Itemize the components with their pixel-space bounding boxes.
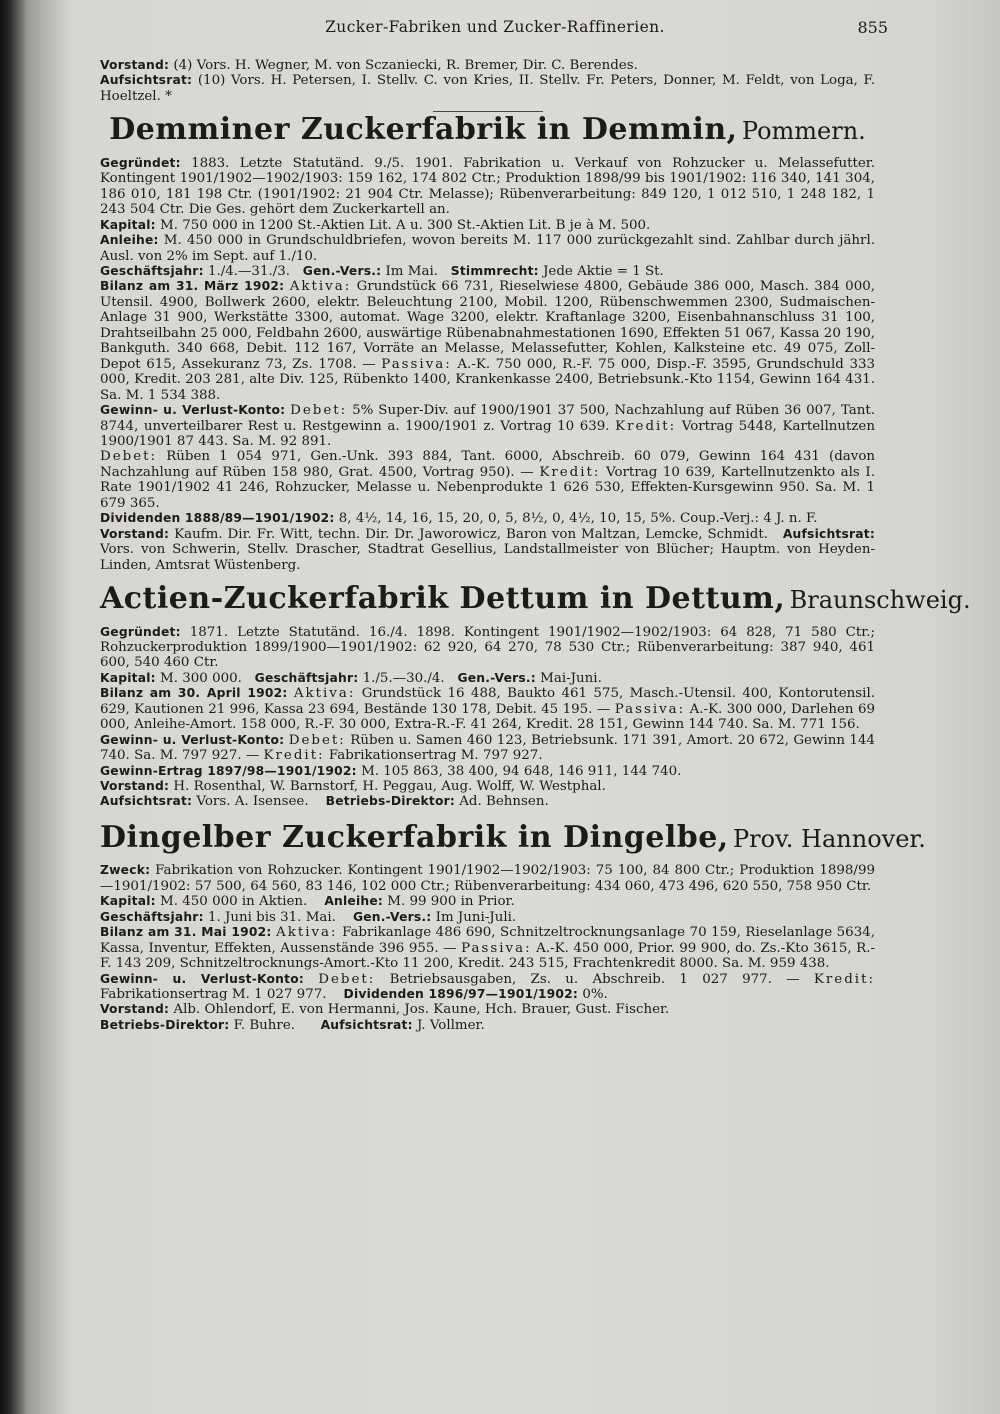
dividenden: Dividenden 1888/89—1901/1902: 8, 4½, 14, 16, 15, 20, 0, 5, 8½, 0, 4½, 10, 15, 5%. Coup.-Verj.: 4 J. n. F. [100,511,818,527]
gegruendet: Gegründet: 1883. Letzte Statutänd. 9./5. 1901. Fabrikation u. Verkauf von Rohzucker u. Melassefutter. Kontingent 1901/1902—1902/1903: 159 162, 174 802 Ctr.; Produktion 1898/99 bis 1901/1902: 116 340, 141 304, 186 010, 181 198 Ctr. (1901/1902: 21 904 Ctr. Melasse); Rübenverarbeitung: 849 120, 1 012 510, 1 248 182, 1 243 504 Ctr. Die Ges. gehört dem Zuckerkartell an. [100,155,875,218]
geschaeftsjahr: Geschäftsjahr: 1./4.—31./3. Gen.-Vers.: Im Mai. Stimmrecht: Jede Aktie = 1 St. [100,263,664,279]
vorstand: Vorstand: Alb. Ohlendorf, E. von Hermanni, Jos. Kaune, Hch. Brauer, Gust. Fischer. [100,1002,670,1018]
entry-title: Actien-Zuckerfabrik Dettum in Dettum, Braunschweig. [100,581,971,617]
prev-vorstand: Vorstand: (4) Vors. H. Wegner, M. von Sczaniecki, R. Bremer, Dir. C. Berendes. [100,58,638,73]
guv-1: Gewinn- u. Verlust-Konto: Debet: 5% Super-Div. auf 1900/1901 37 500, Nachzahlung auf Rüben 36 007, Tant. 8744, unverteilbarer Rest u. Restgewinn a. 1900/1901 z. Vortrag 10 639. Kredit: Vortrag 5448, Kartellnutzen 1900/1901 87 443. Sa. M. 92 891. [100,403,875,449]
running-header: Zucker-Fabriken und Zucker-Raffinerien. [325,18,665,36]
kapital: Kapital: M. 450 000 in Aktien. Anleihe: M. 99 900 in Prior. [100,894,515,910]
prev-aufsichtsrat: Aufsichtsrat: (10) Vors. H. Petersen, I. Stellv. C. von Kries, II. Stellv. Fr. Peters, Donner, M. Feldt, von Loga, F. Hoeltzel. * [100,73,875,104]
previous-entry [100,58,875,104]
guv: Gewinn- u. Verlust-Konto: Debet: Betriebsausgaben, Zs. u. Abschreib. 1 027 977. — Kredit: Fabrikationsertrag M. 1 027 977. Dividenden 1896/97—1901/1902: 0%. [100,971,875,1003]
bilanz: Bilanz am 30. April 1902: Aktiva: Grundstück 16 488, Baukto 461 575, Masch.-Utensil. 400, Kontorutensil. 629, Kautionen 21 996, Kassa 23 694, Bestände 130 178, Debit. 45 195. — Passiva: A.-K. 300 000, Darlehen 69 000, Anleihe-Amort. 158 000, R.-F. 30 000, Extra-R.-F. 41 264, Kredit. 28 151, Gewinn 144 740. Sa. M. 771 156. [100,686,875,733]
bilanz: Bilanz am 31. Mai 1902: Aktiva: Fabrikanlage 486 690, Schnitzeltrocknungsanlage 70 159, Rieselanlage 5634, Kassa, Inventur, Effekten, Aussenstände 396 955. — Passiva: A.-K. 450 000, Prior. 99 900, do. Zs.-Kto 3615, R.-F. 143 209, Schnitzeltrocknungs-Amort.-Kto 11 200, Kredit. 243 515, Frachtenkredit 8000. Sa. M. 959 438. [100,925,875,972]
kapital: Kapital: M. 300 000. Geschäftsjahr: 1./5.—30./4. Gen.-Vers.: Mai-Juni. [100,670,602,686]
entry-title: Dingelber Zuckerfabrik in Dingelbe, Prov. Hannover. [100,819,926,855]
entry-title: Demminer Zuckerfabrik in Demmin, Pommern. [109,112,866,148]
bilanz: Bilanz am 31. März 1902: Aktiva: Grundstück 66 731, Rieselwiese 4800, Gebäude 386 000, Masch. 384 000, Utensil. 4900, Bollwerk 2600, elektr. Beleuchtung 2100, Mobil. 1200, Rübenschwemmen 2300, Sudmaischen-Anlage 31 900, Werkstätte 3300, automat. Wage 3200, elektr. Kraftanlage 3200, Eisenbahnanschluss 31 100, Drahtseilbahn 25 000, Feldbahn 2600, auswärtige Rübenabnahmestationen 1690, Effekten 51 067, Kassa 20 190, Bankguth. 340 668, Debit. 112 167, Vorräte an Melasse, Melassefutter, Kohlen, Kalksteine etc. 49 075, Zoll-Depot 615, Assekuranz 73, Zs. 1708. — Passiva: A.-K. 750 000, R.-F. 75 000, Disp.-F. 3595, Grundschuld 333 000, Kredit. 203 281, alte Div. 125, Rübenkto 1400, Krankenkasse 2400, Betriebsunk.-Kto 1154, Gewinn 164 431. Sa. M. 1 534 388. [100,279,876,403]
zweck: Zweck: Fabrikation von Rohzucker. Kontingent 1901/1902—1902/1903: 75 100, 84 800 Ctr.; Produktion 1898/99—1901/1902: 57 500, 64 560, 83 146, 102 000 Ctr.; Rübenverarbeitung: 434 060, 473 496, 620 550, 758 950 Ctr. [100,863,875,894]
entry-demmin [100,112,876,573]
guv-2: Debet: Rüben 1 054 971, Gen.-Unk. 393 884, Tant. 6000, Abschreib. 60 079, Gewinn 164 431 (davon Nachzahlung auf Rüben 158 980, Grat. 4500, Vortrag 950). — Kredit: Vortrag 10 639, Kartellnutzenkto als I. Rate 1901/1902 41 246, Rohzucker, Melasse u. Nebenprodukte 1 626 530, Effekten-Kursgewinn 950. Sa. M. 1 679 365. [100,449,875,511]
vorstand-aufsichtsrat: Vorstand: Kaufm. Dir. Fr. Witt, techn. Dir. Dr. Jaworowicz, Baron von Maltzan, Lemcke, Schmidt. Aufsichtsrat: Vors. von Schwerin, Stellv. Drascher, Stadtrat Gesellius, Landstallmeister von Blücher; Hauptm. von Heyden-Linden, Amtsrat Wüstenberg. [100,526,875,573]
page-number: 855 [857,18,888,37]
anleihe: Anleihe: M. 450 000 in Grundschuldbriefen, wovon bereits M. 117 000 zurückgezahlt sind. Zahlbar durch jährl. Ausl. von 2% im Sept. auf 1./10. [100,233,876,264]
entry-dingelbe [100,819,926,1033]
aufsichtsrat-direktor: Aufsichtsrat: Vors. A. Isensee. Betriebs-Direktor: Ad. Behnsen. [100,794,549,810]
entry-dettum [100,581,971,810]
gewinn-ertrag: Gewinn-Ertrag 1897/98—1901/1902: M. 105 863, 38 400, 94 648, 146 911, 144 740. [100,763,682,779]
text-column [100,58,971,1033]
vorstand: Vorstand: H. Rosenthal, W. Barnstorf, H. Peggau, Aug. Wolff, W. Westphal. [100,779,606,795]
geschaeftsjahr: Geschäftsjahr: 1. Juni bis 31. Mai. Gen.-Vers.: Im Juni-Juli. [100,909,517,925]
gegruendet: Gegründet: 1871. Letzte Statutänd. 16./4. 1898. Kontingent 1901/1902—1902/1903: 64 828, 71 580 Ctr.; Rohzuckerproduktion 1899/1900—1901/1902: 62 920, 64 270, 78 530 Ctr.; Rübenverarbeitung: 387 940, 461 600, 540 460 Ctr. [100,624,875,671]
direktor-aufsichtsrat: Betriebs-Direktor: F. Buhre. Aufsichtsrat: J. Vollmer. [100,1017,485,1033]
kapital: Kapital: M. 750 000 in 1200 St.-Aktien Lit. A u. 300 St.-Aktien Lit. B je à M. 500. [100,217,651,233]
guv: Gewinn- u. Verlust-Konto: Debet: Rüben u. Samen 460 123, Betriebsunk. 171 391, Amort. 20 672, Gewinn 144 740. Sa. M. 797 927. — Kredit: Fabrikationsertrag M. 797 927. [100,732,875,764]
